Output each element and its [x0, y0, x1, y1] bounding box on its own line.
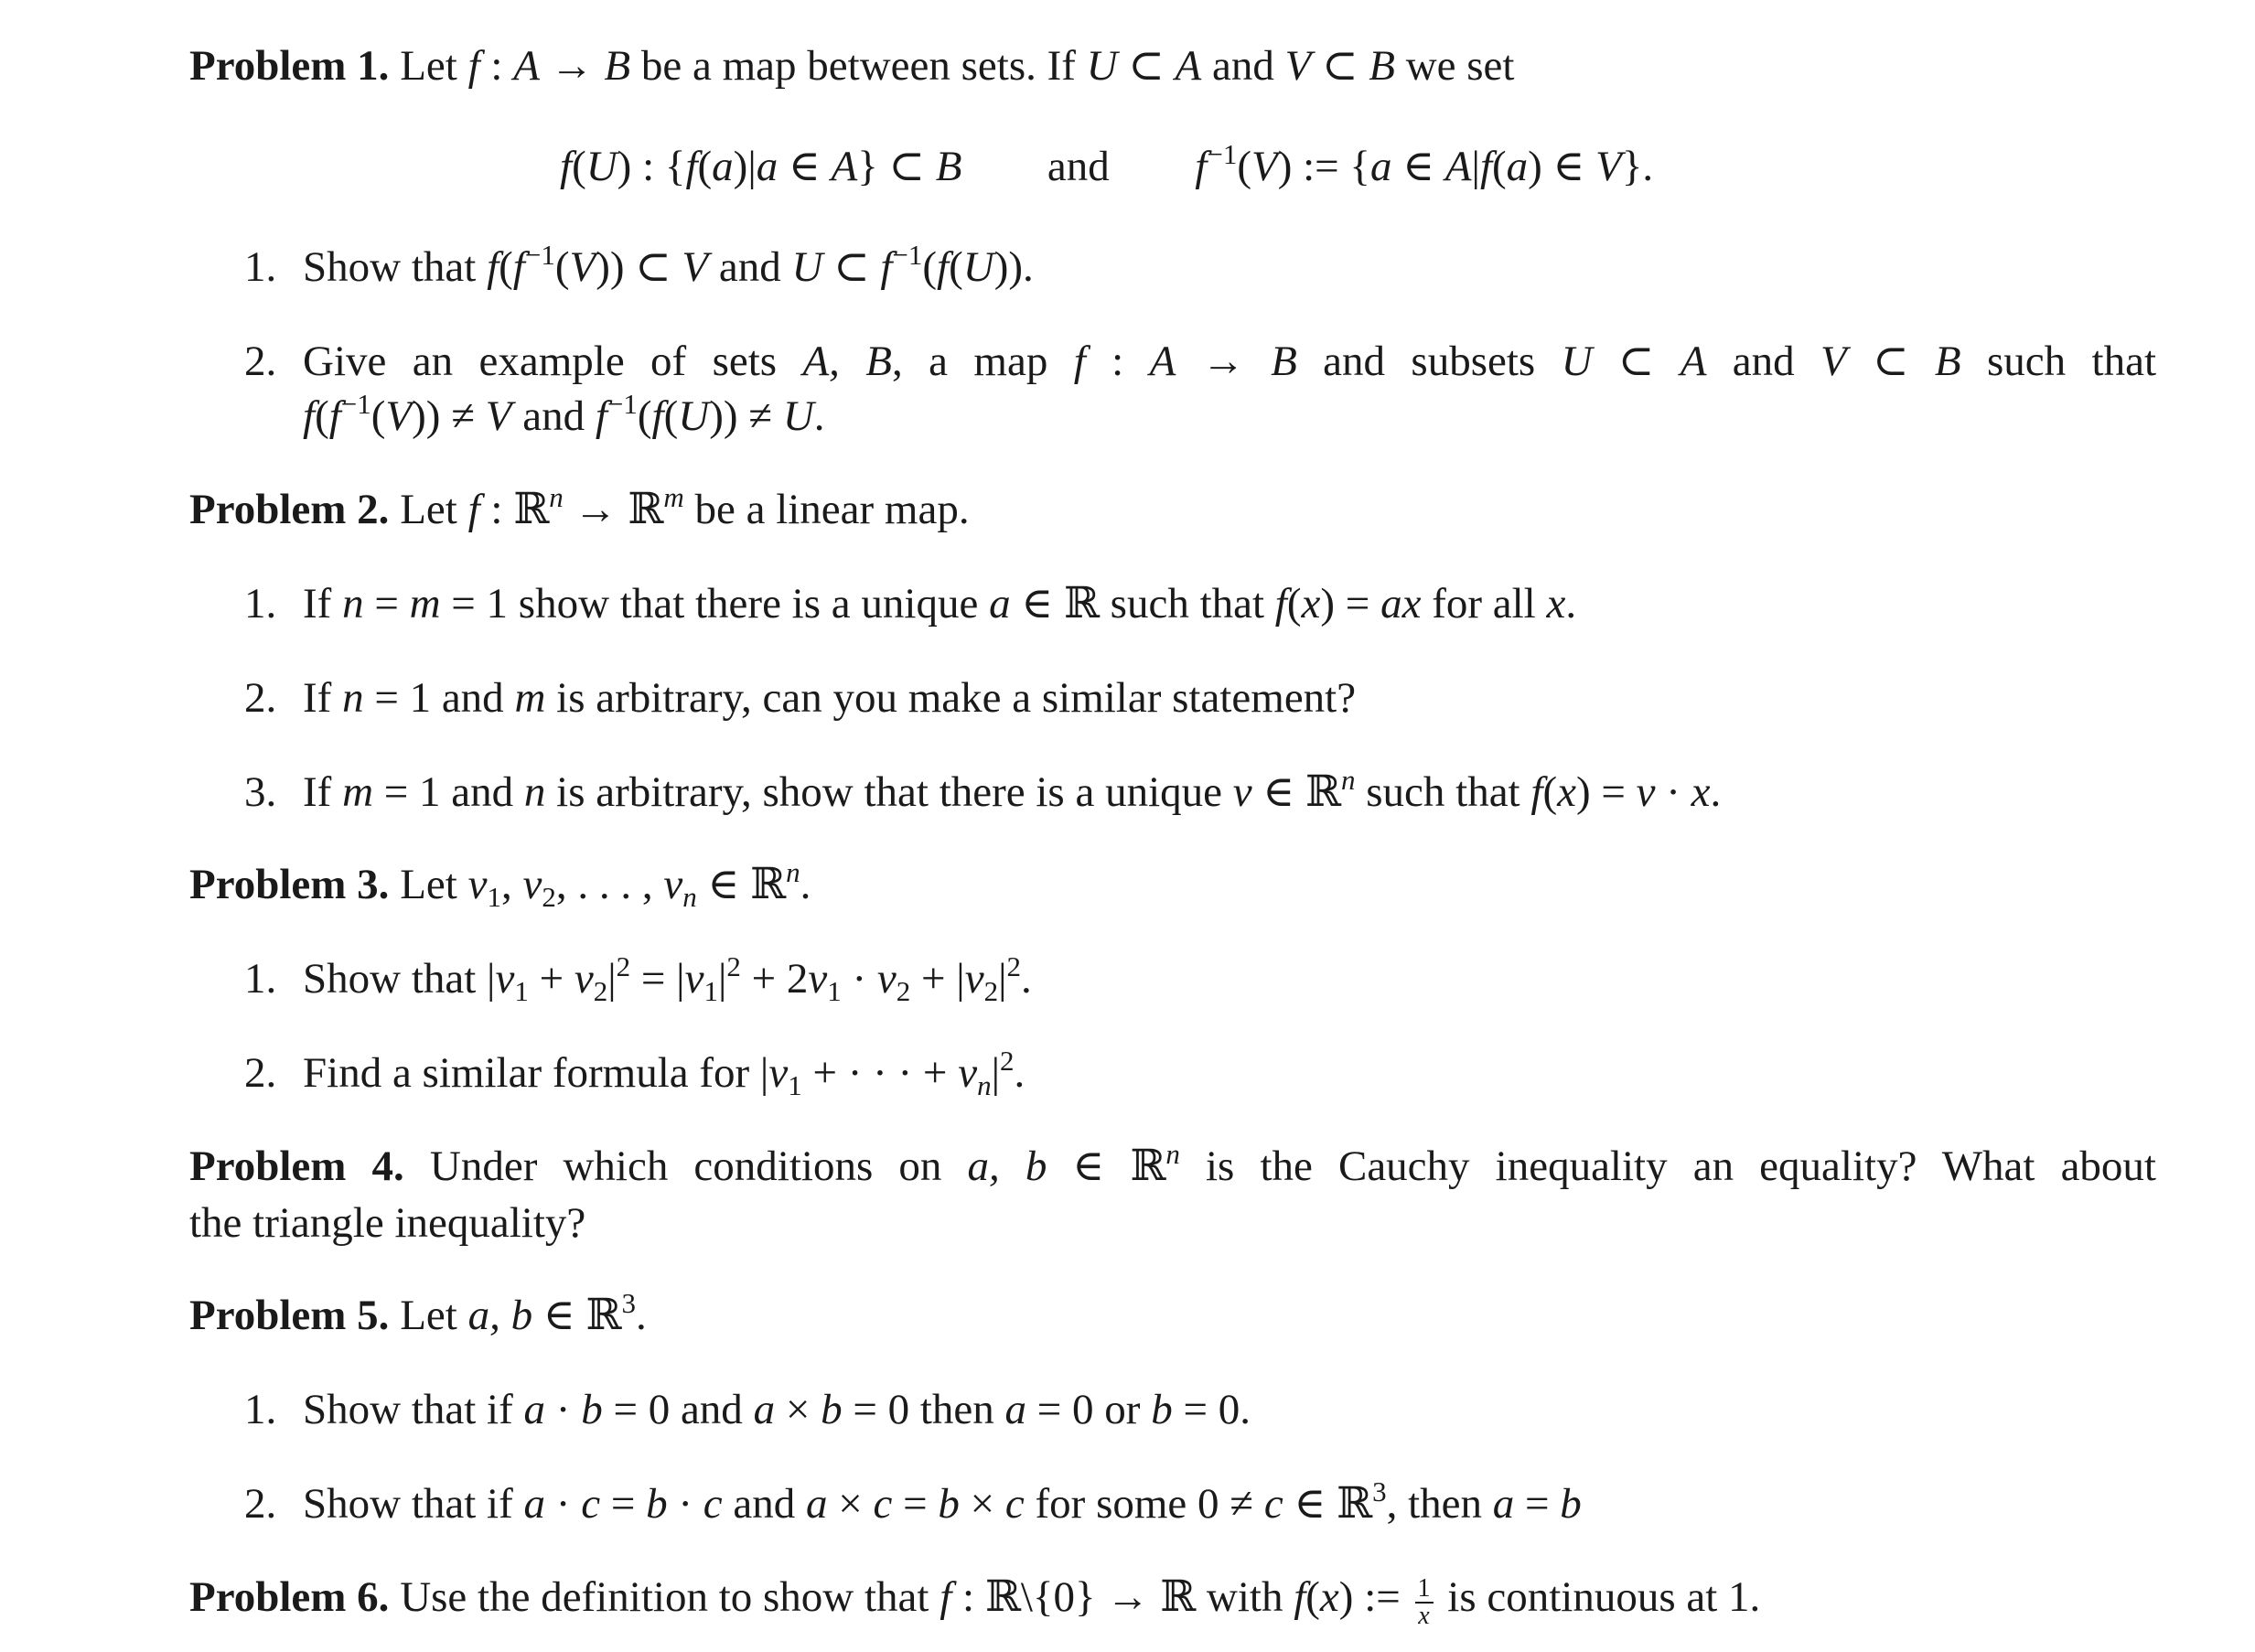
- problem-5-item-1: 1. Show that if a · b = 0 and a × b = 0 then a = 0 or b = 0.: [244, 1386, 1251, 1433]
- problem-5-label: Problem 5.: [189, 1292, 390, 1339]
- problem-2-label: Problem 2.: [189, 486, 390, 533]
- problem-4-label: Problem 4.: [189, 1142, 404, 1190]
- problem-3-item-2: 2. Find a similar formula for $|v_1$ + · · · + $v_n|^2$.: [244, 1045, 1025, 1101]
- problem-5-intro: Problem 5. Let a, b ∈ ℝ$^3$.: [189, 1287, 647, 1339]
- problem-4-intro: Problem 4. Under which conditions on a, b ∈ ℝ$^n$ is the Cauchy inequality an equality? What about: [189, 1138, 2156, 1190]
- problem-1-item-2-cont: $f(f^{-1}(V)) \ne V$ and $f^{-1}(f(U)) \ne U$.: [303, 388, 825, 440]
- problem-5-item-2: 2. Show that if a · c = b · c and a × c = b × c for some 0 ≠ c ∈ ℝ$^3$, then a = b: [244, 1475, 1582, 1528]
- problem-3-item-1: 1. Show that $|v_1 + v_2|^2 = |v_1|^2 + 2v_1 \cdot v_2 + |v_2|^2$.: [244, 950, 1032, 1007]
- fraction-one-over-x: $\frac{1}{x}$: [1415, 1576, 1434, 1629]
- problem-6-label: Problem 6.: [189, 1573, 390, 1621]
- problem-1-item-2: 2. Give an example of sets A, B, a map f : A → B and subsets U ⊂ A and V ⊂ B such that: [244, 338, 2156, 385]
- problem-4-intro-cont: the triangle inequality?: [189, 1199, 586, 1247]
- problem-3-intro: Problem 3. Let $v_1$, $v_2$, . . . , $v_n$ ∈ ℝ$^n$.: [189, 856, 811, 913]
- problem-2-item-3: 3. If m = 1 and n is arbitrary, show that there is a unique v ∈ ℝ$^n$ such that f(x) = v · x.: [244, 764, 1722, 816]
- problem-2-item-2: 2. If n = 1 and m is arbitrary, can you make a similar statement?: [244, 674, 1357, 722]
- problem-3-label: Problem 3.: [189, 861, 390, 908]
- problem-1-item-1: 1. Show that $f(f^{-1}(V))$ ⊂ V and U ⊂ $f^{-1}(f(U))$.: [244, 239, 1034, 291]
- problem-2-intro: Problem 2. Let f : ℝ$^n$ → ℝ$^m$ be a linear map.: [189, 481, 970, 533]
- problem-1-display-equation: f(U) : {f(a)|a ∈ A} ⊂ B and $f^{-1}(V)$ := {a ∈ A|f(a) ∈ V}.: [560, 138, 1654, 190]
- problem-1-label: Problem 1.: [189, 42, 390, 90]
- problem-1-intro: Problem 1. Let f : A → B be a map between sets. If U ⊂ A and V ⊂ B we set: [189, 42, 1515, 90]
- problem-6-intro: Problem 6. Use the definition to show that f : ℝ\{0} → ℝ with f(x) := $\frac{1}{x}$ is continuous at 1.: [189, 1573, 1761, 1630]
- problem-2-item-1: 1. If n = m = 1 show that there is a unique a ∈ ℝ such that f(x) = ax for all x.: [244, 580, 1577, 628]
